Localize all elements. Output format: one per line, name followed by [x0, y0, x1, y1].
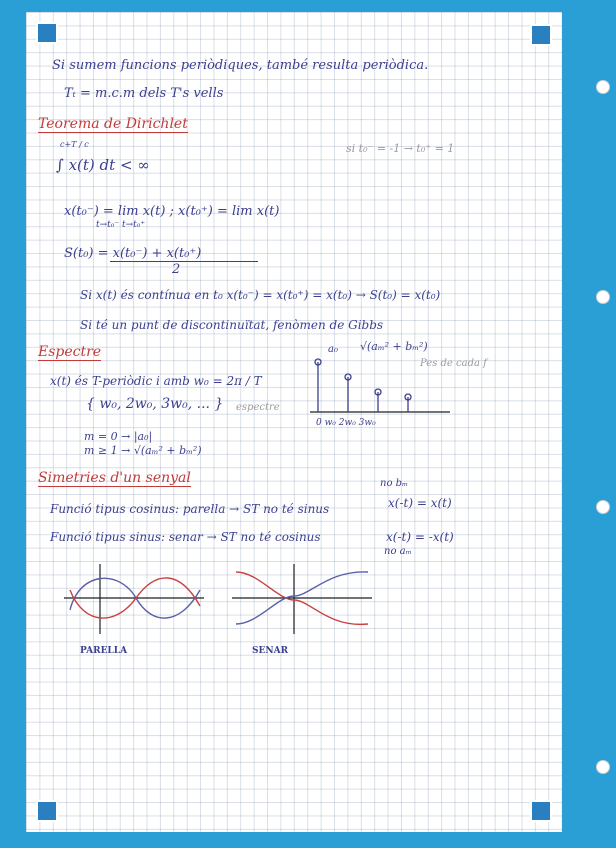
limits-subscripts: t→t₀⁻ t→t₀⁺ [96, 220, 146, 230]
spectrum-label: espectre [236, 402, 280, 413]
side-note: si t₀⁻ = -1 → t₀⁺ = 1 [346, 142, 455, 155]
corner-marker-bottom-left [36, 800, 58, 822]
note-line-period: Tₜ = m.c.m dels T's vells [64, 86, 224, 101]
coef-m1: m ≥ 1 → √(aₘ² + bₘ²) [84, 444, 202, 457]
odd-wave-sketch [228, 560, 378, 640]
odd-rule: Funció tipus sinus: senar → ST no té cosinus [50, 530, 321, 544]
binder-hole [596, 760, 610, 774]
no-a-note: no aₘ [384, 546, 412, 557]
continuity-note: Si x(t) és contínua en t₀ x(t₀⁻) = x(t₀⁺) = x(t₀) → S(t₀) = x(t₀) [80, 288, 441, 302]
spectrum-axis-labels: 0 w₀ 2w₀ 3w₀ [316, 418, 376, 428]
even-wave-sketch [60, 560, 210, 640]
even-rule: Funció tipus cosinus: parella → ST no té sinus [50, 502, 330, 516]
no-b-note: no bₘ [380, 478, 409, 489]
note-line-periodic-sum: Si sumem funcions periòdiques, també resulta periòdica. [52, 58, 429, 73]
binder-hole [596, 80, 610, 94]
even-relation: x(-t) = x(t) [388, 496, 452, 510]
label-even: PARELLA [80, 646, 128, 656]
corner-marker-top-left [36, 22, 58, 44]
binder-holes [594, 0, 616, 848]
corner-marker-top-right [530, 24, 552, 46]
s-formula-denominator: 2 [172, 262, 181, 277]
periodic-note: x(t) és T-periòdic i amb w₀ = 2π / T [50, 374, 262, 388]
integral-bounds: c+T / c [60, 140, 89, 149]
odd-relation: x(-t) = -x(t) [386, 530, 454, 544]
binder-hole [596, 290, 610, 304]
binder-hole [596, 500, 610, 514]
heading-dirichlet: Teorema de Dirichlet [38, 116, 188, 132]
integral-condition: ∫ x(t) dt < ∞ [56, 156, 150, 174]
heading-spectrum: Espectre [38, 344, 102, 360]
limits-formula: x(t₀⁻) = lim x(t) ; x(t₀⁺) = lim x(t) [64, 204, 280, 219]
discontinuity-note: Si té un punt de discontinuïtat, fenòmen de Gibbs [80, 318, 384, 332]
spectrum-a0-label: a₀ [328, 344, 338, 355]
s-formula-numerator: S(t₀) = x(t₀⁻) + x(t₀⁺) [64, 246, 202, 261]
spectrum-set: { w₀, 2w₀, 3w₀, ... } [86, 396, 224, 412]
fraction-bar [110, 261, 258, 262]
spectrum-top-label: √(aₘ² + bₘ²) [360, 340, 428, 353]
label-odd: SENAR [252, 646, 289, 656]
coef-m0: m = 0 → |a₀| [84, 430, 153, 443]
spectrum-note: Pes de cada f [420, 358, 487, 369]
heading-symmetry: Simetries d'un senyal [38, 470, 191, 486]
corner-marker-bottom-right [530, 800, 552, 822]
